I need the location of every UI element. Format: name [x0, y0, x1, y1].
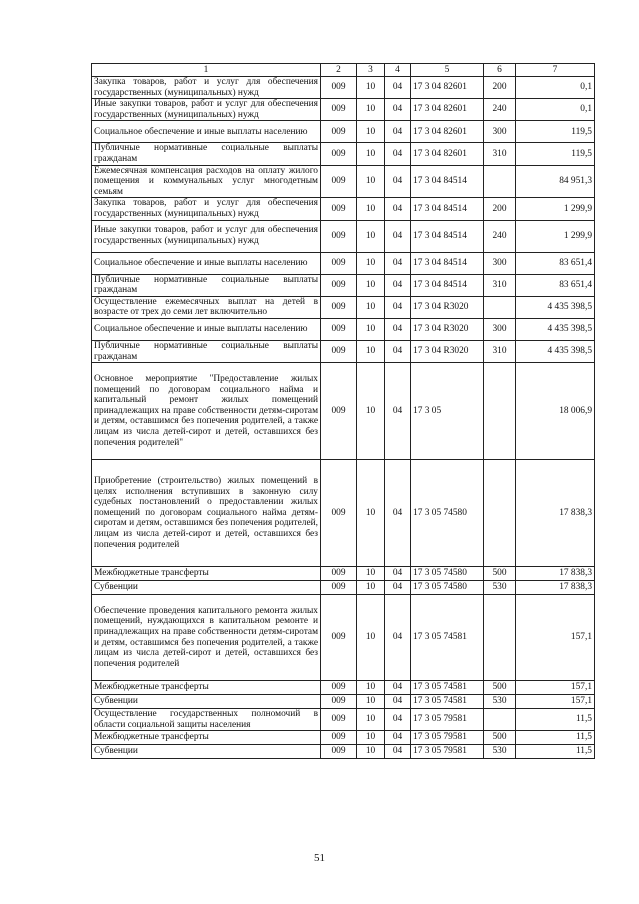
amount-cell: 0,1 [516, 77, 595, 99]
table-row [92, 745, 595, 759]
table-header [92, 64, 595, 77]
column-header-target-article: 5 [411, 64, 484, 77]
target-article-cell: 17 3 04 82601 [411, 77, 484, 99]
subsection-code-cell: 04 [385, 567, 411, 581]
target-article-cell: 17 3 04 84514 [411, 165, 484, 198]
expense-type-cell: 200 [484, 77, 516, 99]
expense-type-cell [484, 709, 516, 731]
table-row [92, 252, 595, 274]
section-code-cell: 10 [357, 745, 385, 759]
department-code-cell: 009 [321, 165, 357, 198]
row-name-cell: Публичные нормативные социальные выплаты гражданам [92, 143, 321, 165]
section-code-cell: 10 [357, 77, 385, 99]
row-name-cell: Закупка товаров, работ и услуг для обеспечения государственных (муниципальных) нужд [92, 77, 321, 99]
target-article-cell: 17 3 05 74580 [411, 460, 484, 567]
target-article-cell: 17 3 05 [411, 363, 484, 460]
subsection-code-cell: 04 [385, 165, 411, 198]
section-code-cell: 10 [357, 252, 385, 274]
expense-type-cell: 310 [484, 143, 516, 165]
expense-type-cell: 300 [484, 252, 516, 274]
row-name-cell: Субвенции [92, 745, 321, 759]
department-code-cell: 009 [321, 695, 357, 709]
table-row [92, 99, 595, 121]
section-code-cell: 10 [357, 340, 385, 362]
section-code-cell: 10 [357, 296, 385, 318]
department-code-cell: 009 [321, 198, 357, 220]
subsection-code-cell: 04 [385, 252, 411, 274]
section-code-cell: 10 [357, 460, 385, 567]
target-article-cell: 17 3 04 82601 [411, 121, 484, 143]
row-name-cell: Субвенции [92, 695, 321, 709]
subsection-code-cell: 04 [385, 220, 411, 252]
amount-cell: 1 299,9 [516, 198, 595, 220]
expense-type-cell: 500 [484, 681, 516, 695]
target-article-cell: 17 3 05 74580 [411, 581, 484, 595]
subsection-code-cell: 04 [385, 340, 411, 362]
expense-type-cell [484, 363, 516, 460]
department-code-cell: 009 [321, 340, 357, 362]
amount-cell: 84 951,3 [516, 165, 595, 198]
department-code-cell: 009 [321, 460, 357, 567]
table-row [92, 77, 595, 99]
budget-table [91, 63, 595, 759]
subsection-code-cell: 04 [385, 709, 411, 731]
column-header-department: 2 [321, 64, 357, 77]
table-row [92, 318, 595, 340]
target-article-cell: 17 3 04 82601 [411, 143, 484, 165]
row-name-cell: Межбюджетные трансферты [92, 731, 321, 745]
table-row [92, 121, 595, 143]
target-article-cell: 17 3 04 R3020 [411, 318, 484, 340]
expense-type-cell: 530 [484, 745, 516, 759]
department-code-cell: 009 [321, 567, 357, 581]
expense-type-cell: 500 [484, 731, 516, 745]
subsection-code-cell: 04 [385, 363, 411, 460]
table-row [92, 198, 595, 220]
section-code-cell: 10 [357, 567, 385, 581]
amount-cell: 11,5 [516, 731, 595, 745]
table-row [92, 363, 595, 460]
department-code-cell: 009 [321, 296, 357, 318]
subsection-code-cell: 04 [385, 77, 411, 99]
department-code-cell: 009 [321, 731, 357, 745]
row-name-cell: Социальное обеспечение и иные выплаты населению [92, 318, 321, 340]
section-code-cell: 10 [357, 198, 385, 220]
amount-cell: 11,5 [516, 745, 595, 759]
section-code-cell: 10 [357, 731, 385, 745]
department-code-cell: 009 [321, 363, 357, 460]
amount-cell: 17 838,3 [516, 460, 595, 567]
column-header-expense-type: 6 [484, 64, 516, 77]
department-code-cell: 009 [321, 274, 357, 296]
table-body [92, 77, 595, 759]
subsection-code-cell: 04 [385, 581, 411, 595]
amount-cell: 157,1 [516, 695, 595, 709]
row-name-cell: Межбюджетные трансферты [92, 567, 321, 581]
target-article-cell: 17 3 05 74580 [411, 567, 484, 581]
section-code-cell: 10 [357, 581, 385, 595]
table-row [92, 460, 595, 567]
department-code-cell: 009 [321, 581, 357, 595]
table-row [92, 274, 595, 296]
table-row [92, 581, 595, 595]
department-code-cell: 009 [321, 77, 357, 99]
target-article-cell: 17 3 04 84514 [411, 220, 484, 252]
amount-cell: 4 435 398,5 [516, 296, 595, 318]
section-code-cell: 10 [357, 121, 385, 143]
table-row [92, 143, 595, 165]
expense-type-cell: 530 [484, 695, 516, 709]
department-code-cell: 009 [321, 99, 357, 121]
subsection-code-cell: 04 [385, 681, 411, 695]
row-name-cell: Социальное обеспечение и иные выплаты населению [92, 121, 321, 143]
subsection-code-cell: 04 [385, 460, 411, 567]
row-name-cell: Иные закупки товаров, работ и услуг для обеспечения государственных (муниципальных) нужд [92, 99, 321, 121]
section-code-cell: 10 [357, 681, 385, 695]
department-code-cell: 009 [321, 121, 357, 143]
amount-cell: 83 651,4 [516, 274, 595, 296]
table-row [92, 695, 595, 709]
amount-cell: 17 838,3 [516, 581, 595, 595]
target-article-cell: 17 3 04 R3020 [411, 296, 484, 318]
amount-cell: 119,5 [516, 121, 595, 143]
table-row [92, 595, 595, 681]
amount-cell: 0,1 [516, 99, 595, 121]
target-article-cell: 17 3 04 R3020 [411, 340, 484, 362]
section-code-cell: 10 [357, 220, 385, 252]
table-row [92, 681, 595, 695]
table-row [92, 709, 595, 731]
target-article-cell: 17 3 05 79581 [411, 745, 484, 759]
department-code-cell: 009 [321, 318, 357, 340]
target-article-cell: 17 3 04 84514 [411, 252, 484, 274]
target-article-cell: 17 3 04 82601 [411, 99, 484, 121]
amount-cell: 157,1 [516, 595, 595, 681]
section-code-cell: 10 [357, 99, 385, 121]
expense-type-cell [484, 595, 516, 681]
target-article-cell: 17 3 05 74581 [411, 695, 484, 709]
row-name-cell: Субвенции [92, 581, 321, 595]
row-name-cell: Закупка товаров, работ и услуг для обеспечения государственных (муниципальных) нужд [92, 198, 321, 220]
column-header-subsection: 4 [385, 64, 411, 77]
subsection-code-cell: 04 [385, 143, 411, 165]
row-name-cell: Осуществление государственных полномочий в области социальной защиты населения [92, 709, 321, 731]
row-name-cell: Обеспечение проведения капитального ремонта жилых помещений, нуждающихся в капитальном ремонте и принадлежащих на праве собственности детям-сиротам и детям, оставшимся без попечения родителей, а также лицам из числа детей-сирот и детей, оставшихся без попечения родителей [92, 595, 321, 681]
table-row [92, 731, 595, 745]
table-row [92, 165, 595, 198]
target-article-cell: 17 3 05 74581 [411, 681, 484, 695]
row-name-cell: Социальное обеспечение и иные выплаты населению [92, 252, 321, 274]
expense-type-cell: 310 [484, 274, 516, 296]
expense-type-cell [484, 460, 516, 567]
expense-type-cell [484, 296, 516, 318]
row-name-cell: Ежемесячная компенсация расходов на оплату жилого помещения и коммунальных услуг многодетным семьям [92, 165, 321, 198]
amount-cell: 83 651,4 [516, 252, 595, 274]
subsection-code-cell: 04 [385, 595, 411, 681]
expense-type-cell [484, 165, 516, 198]
amount-cell: 1 299,9 [516, 220, 595, 252]
department-code-cell: 009 [321, 681, 357, 695]
department-code-cell: 009 [321, 143, 357, 165]
target-article-cell: 17 3 04 84514 [411, 274, 484, 296]
subsection-code-cell: 04 [385, 318, 411, 340]
expense-type-cell: 530 [484, 581, 516, 595]
expense-type-cell: 300 [484, 121, 516, 143]
row-name-cell: Основное мероприятие "Предоставление жилых помещений по договорам социального найма и капитальный ремонт жилых помещений принадлежащих на праве собственности детям-сиротам и детям, оставшимся без попечения родителей, а также лицам из числа детей-сирот и детей, оставшихся без попечения родителей" [92, 363, 321, 460]
amount-cell: 4 435 398,5 [516, 318, 595, 340]
section-code-cell: 10 [357, 274, 385, 296]
section-code-cell: 10 [357, 165, 385, 198]
amount-cell: 4 435 398,5 [516, 340, 595, 362]
section-code-cell: 10 [357, 709, 385, 731]
amount-cell: 119,5 [516, 143, 595, 165]
section-code-cell: 10 [357, 143, 385, 165]
section-code-cell: 10 [357, 595, 385, 681]
row-name-cell: Приобретение (строительство) жилых помещений в целях исполнения вступивших в законную силу судебных постановлений о предоставлении жилых помещений по договорам социального найма детям-сиротам и детям, оставшимся без попечения родителей, лицам из числа детей-сирот и детей, оставшихся без попечения родителей [92, 460, 321, 567]
subsection-code-cell: 04 [385, 99, 411, 121]
subsection-code-cell: 04 [385, 745, 411, 759]
section-code-cell: 10 [357, 318, 385, 340]
table-row [92, 220, 595, 252]
row-name-cell: Публичные нормативные социальные выплаты гражданам [92, 274, 321, 296]
subsection-code-cell: 04 [385, 296, 411, 318]
subsection-code-cell: 04 [385, 274, 411, 296]
table-row [92, 296, 595, 318]
row-name-cell: Публичные нормативные социальные выплаты гражданам [92, 340, 321, 362]
table-row [92, 340, 595, 362]
target-article-cell: 17 3 04 84514 [411, 198, 484, 220]
section-code-cell: 10 [357, 363, 385, 460]
header-row [92, 64, 595, 77]
department-code-cell: 009 [321, 709, 357, 731]
page-number: 51 [314, 852, 325, 864]
subsection-code-cell: 04 [385, 731, 411, 745]
subsection-code-cell: 04 [385, 695, 411, 709]
department-code-cell: 009 [321, 220, 357, 252]
target-article-cell: 17 3 05 74581 [411, 595, 484, 681]
subsection-code-cell: 04 [385, 198, 411, 220]
subsection-code-cell: 04 [385, 121, 411, 143]
expense-type-cell: 310 [484, 340, 516, 362]
expense-type-cell: 200 [484, 198, 516, 220]
table-row [92, 567, 595, 581]
row-name-cell: Иные закупки товаров, работ и услуг для обеспечения государственных (муниципальных) нужд [92, 220, 321, 252]
row-name-cell: Межбюджетные трансферты [92, 681, 321, 695]
department-code-cell: 009 [321, 252, 357, 274]
expense-type-cell: 240 [484, 220, 516, 252]
amount-cell: 157,1 [516, 681, 595, 695]
section-code-cell: 10 [357, 695, 385, 709]
column-header-amount: 7 [516, 64, 595, 77]
target-article-cell: 17 3 05 79581 [411, 709, 484, 731]
department-code-cell: 009 [321, 595, 357, 681]
expense-type-cell: 300 [484, 318, 516, 340]
target-article-cell: 17 3 05 79581 [411, 731, 484, 745]
expense-type-cell: 500 [484, 567, 516, 581]
department-code-cell: 009 [321, 745, 357, 759]
column-header-name: 1 [92, 64, 321, 77]
amount-cell: 17 838,3 [516, 567, 595, 581]
amount-cell: 18 006,9 [516, 363, 595, 460]
expense-type-cell: 240 [484, 99, 516, 121]
amount-cell: 11,5 [516, 709, 595, 731]
row-name-cell: Осуществление ежемесячных выплат на детей в возрасте от трех до семи лет включительно [92, 296, 321, 318]
column-header-section: 3 [357, 64, 385, 77]
